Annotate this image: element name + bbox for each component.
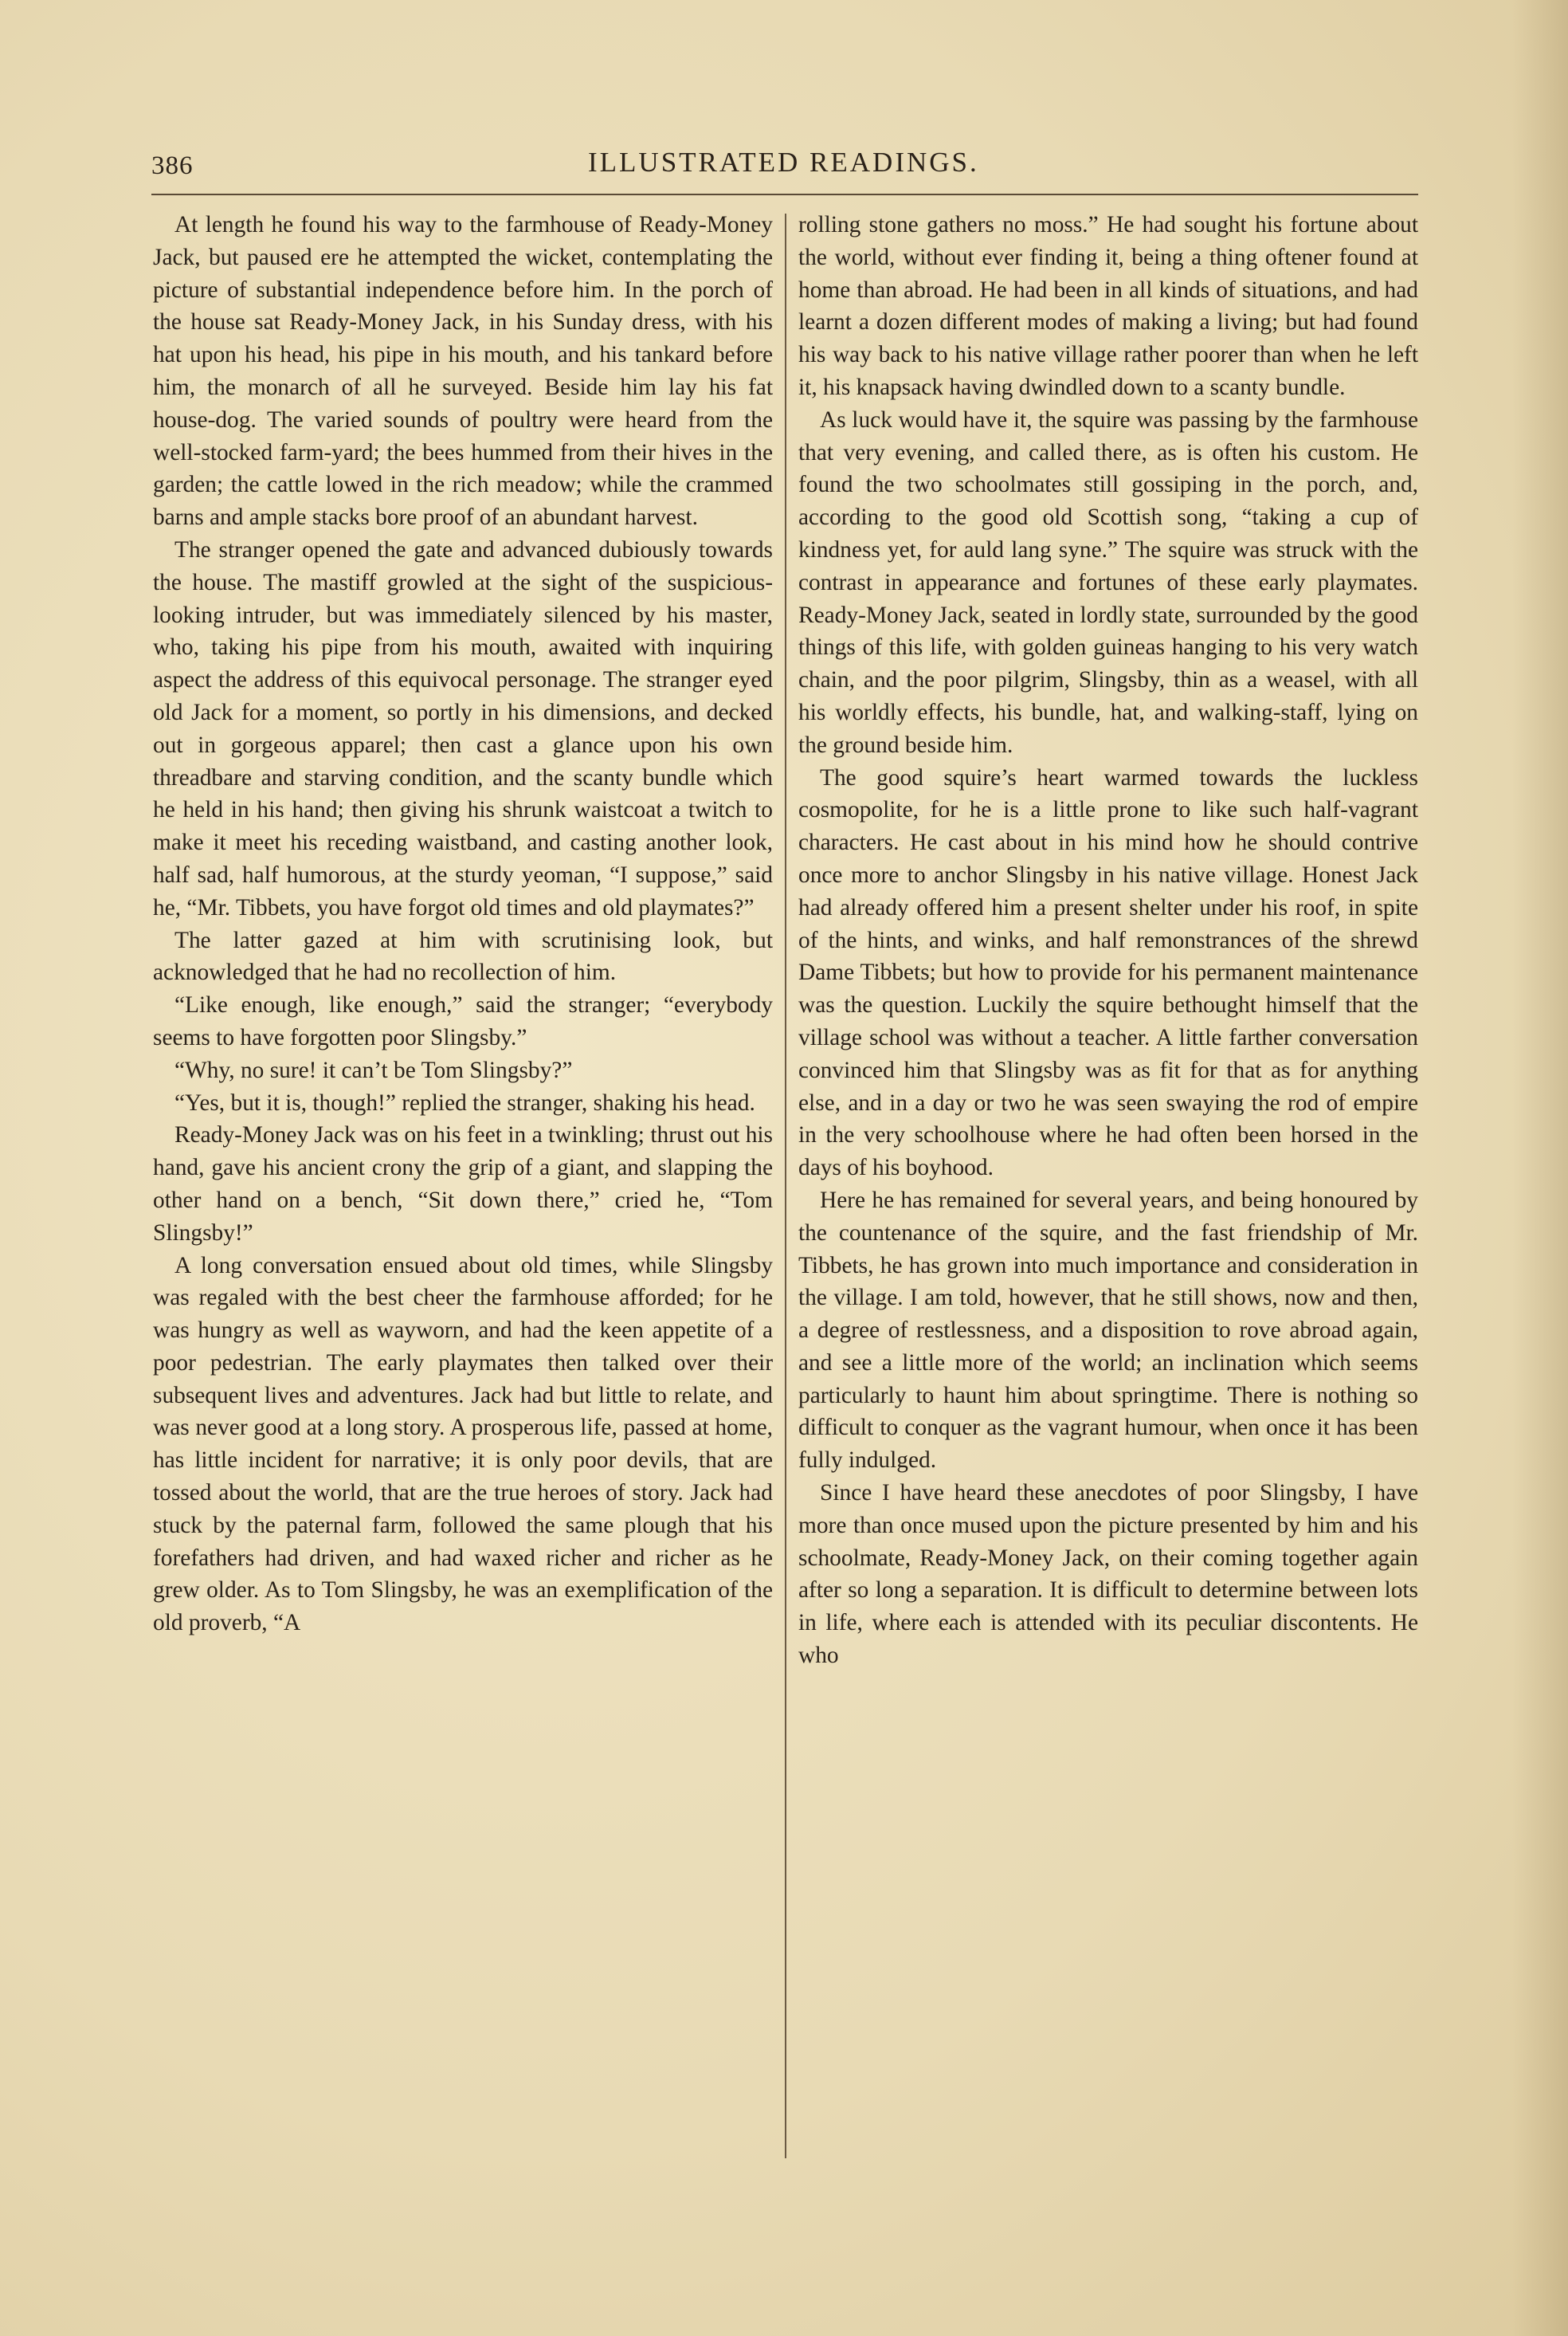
paragraph: rolling stone gathers no moss.” He had sought his fortune about the world, without ever finding it, being a thing oftener found at home than abroad. He had been in all kinds of situations, and had learnt a dozen different modes of making a living; but had found his way back to his native village rather poorer than when he left it, his knapsack having dwindled down to a scanty bundle. xyxy=(798,212,1418,400)
right-column xyxy=(798,209,1418,1672)
paragraph: Since I have heard these anecdotes of poor Slingsby, I have more than once mused upon the picture presented by him and his schoolmate, Ready-Money Jack, on their coming together again after so long a separation. It is difficult to determine between lots in life, where each is attended with its peculiar discontents. He who xyxy=(798,1480,1418,1669)
left-column xyxy=(153,209,773,1639)
paragraph: The stranger opened the gate and advanced dubiously towards the house. The mastiff growled at the sight of the suspicious-looking intruder, but was immediately silenced by his master, who, taking his pipe from his mouth, awaited with inquiring aspect the address of this equivocal personage. The stranger eyed old Jack for a moment, so portly in his dimensions, and decked out in gorgeous apparel; then cast a glance upon his own threadbare and starving condition, and the scanty bundle which he held in his hand; then giving his shrunk waistcoat a twitch to make it meet his receding waistband, and casting another look, half sad, half humorous, at the sturdy yeoman, “I suppose,” said he, “Mr. Tibbets, you have forgot old times and old playmates?” xyxy=(153,536,773,921)
page-number: 386 xyxy=(151,151,194,180)
paragraph: “Why, no sure! it can’t be Tom Slingsby?” xyxy=(174,1057,573,1083)
running-title: ILLUSTRATED READINGS. xyxy=(588,147,979,178)
page-edge-shadow xyxy=(1512,0,1568,2336)
paragraph: As luck would have it, the squire was passing by the farmhouse that very evening, and called there, as is often his custom. He found the two schoolmates still gossiping in the porch, and, according to the good old Scottish song, “taking a cup of kindness yet, for auld lang syne.” The squire was struck with the contrast in appearance and fortunes of these early playmates. Ready-Money Jack, seated in lordly state, surrounded by the good things of this life, with golden guineas hanging to his very watch chain, and the poor pilgrim, Slingsby, thin as a weasel, with all his worldly effects, his bundle, hat, and walking-staff, lying on the ground beside him. xyxy=(798,406,1418,758)
paragraph: Here he has remained for several years, and being honoured by the countenance of the squire, and the fast friendship of Mr. Tibbets, he has grown into much importance and consideration in the village. I am told, however, that he still shows, now and then, a degree of restlessness, and a disposition to rove abroad again, and see a little more of the world; an inclination which seems particularly to haunt him about springtime. There is nothing so difficult to conquer as the vagrant humour, when once it has been fully indulged. xyxy=(798,1187,1418,1474)
paragraph: The good squire’s heart warmed towards the luckless cosmopolite, for he is a little prone to like such half-vagrant characters. He cast about in his mind how he should contrive once more to anchor Slingsby in his native village. Honest Jack had already offered him a present shelter under his roof, in spite of the hints, and winks, and half remonstrances of the shrewd Dame Tibbets; but how to provide for his permanent maintenance was the question. Luckily the squire bethought himself that the village school was without a teacher. A little farther conversation convinced him that Slingsby was as fit for that as for anything else, and in a day or two he was seen swaying the rod of empire in the very schoolhouse where he had often been horsed in the days of his boyhood. xyxy=(798,764,1418,1181)
paragraph: Ready-Money Jack was on his feet in a twinkling; thrust out his hand, gave his ancient crony the grip of a giant, and slapping the other hand on a bench, “Sit down there,” cried he, “Tom Slingsby!” xyxy=(153,1122,773,1246)
page-header xyxy=(151,147,1418,191)
column-rule xyxy=(785,214,786,2158)
paragraph: The latter gazed at him with scrutinising look, but acknowledged that he had no recollection of him. xyxy=(153,927,773,986)
paragraph: “Yes, but it is, though!” replied the stranger, shaking his head. xyxy=(174,1089,755,1116)
paragraph: “Like enough, like enough,” said the stranger; “everybody seems to have forgotten poor Slingsby.” xyxy=(153,992,773,1050)
paragraph: A long conversation ensued about old times, while Slingsby was regaled with the best cheer the farmhouse afforded; for he was hungry as well as wayworn, and had the keen appetite of a poor pedestrian. The early playmates then talked over their subsequent lives and adventures. Jack had but little to relate, and was never good at a long story. A prosperous life, passed at home, has little incident for narrative; it is only poor devils, that are tossed about the world, that are the true heroes of story. Jack had stuck by the paternal farm, followed the same plough that his forefathers had driven, and had waxed richer and richer as he grew older. As to Tom Slingsby, he was an exemplification of the old proverb, “A xyxy=(153,1252,773,1636)
header-rule xyxy=(151,194,1418,195)
paragraph: At length he found his way to the farmhouse of Ready-Money Jack, but paused ere he attempted the wicket, contemplating the picture of substantial independence before him. In the porch of the house sat Ready-Money Jack, in his Sunday dress, with his hat upon his head, his pipe in his mouth, and his tankard before him, the monarch of all he surveyed. Beside him lay his fat house-dog. The varied sounds of poultry were heard from the well-stocked farm-yard; the bees hummed from their hives in the garden; the cattle lowed in the rich meadow; while the crammed barns and ample stacks bore proof of an abundant harvest. xyxy=(153,212,773,531)
